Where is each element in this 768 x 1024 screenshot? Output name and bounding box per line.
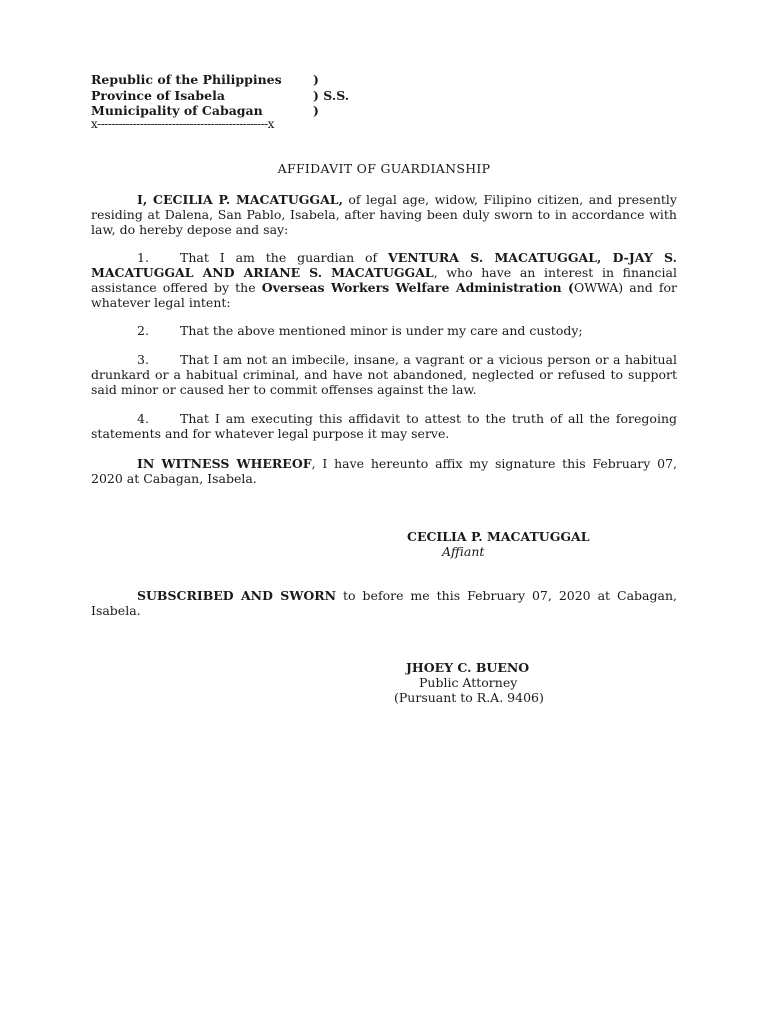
- item-1: [91, 250, 677, 310]
- attorney-title: Public Attorney: [419, 675, 518, 690]
- item-1-names: VENTURA S. MACATUGGAL, D-JAY S. MACATUGGAL AND ARIANE S. MACATUGGAL: [91, 250, 677, 280]
- venue-paren-1: ): [313, 72, 319, 87]
- venue-row-republic: [91, 72, 349, 88]
- venue-row-province: [91, 88, 349, 104]
- item-3-text: That I am not an imbecile, insane, a vagrant or a vicious person or a habitual drunkard or a habitual criminal, and have not abandoned, neglected or refused to support said minor or caused her to commit offenses against the law.: [91, 352, 677, 397]
- witness-lead: IN WITNESS WHEREOF: [137, 456, 312, 471]
- venue-republic: Republic of the Philippines: [91, 72, 282, 87]
- affiant-role: Affiant: [442, 544, 485, 559]
- attorney-name: JHOEY C. BUENO: [406, 660, 530, 675]
- item-3: [91, 352, 677, 397]
- venue-municipality: Municipality of Cabagan: [91, 103, 263, 118]
- jurat-paragraph: [91, 588, 677, 618]
- affiant-intro-name: I, CECILIA P. MACATUGGAL,: [137, 192, 343, 207]
- witness-paragraph: [91, 456, 677, 486]
- item-4: [91, 411, 677, 441]
- item-1-agency: Overseas Workers Welfare Administration (: [261, 280, 574, 295]
- venue-paren-ss: ) S.S.: [313, 87, 350, 103]
- item-1-text-b: , who have an interest in financial assistance offered by the: [91, 265, 677, 295]
- item-1-text-a: That I am the guardian of: [180, 250, 389, 265]
- item-3-number: 3.: [137, 352, 149, 367]
- venue-paren-3: ): [313, 103, 319, 118]
- item-2: [91, 323, 677, 338]
- item-1-text-c: OWWA) and for whatever legal intent:: [91, 280, 677, 310]
- item-2-text: That the above mentioned minor is under my care and custody;: [180, 323, 583, 338]
- attorney-authority: (Pursuant to R.A. 9406): [394, 690, 544, 705]
- item-4-text: That I am executing this affidavit to attest to the truth of all the foregoing statements and for whatever legal purpose it may serve.: [91, 411, 677, 441]
- venue-block: [91, 72, 349, 119]
- jurat-text: to before me this February 07, 2020 at Cabagan, Isabela.: [91, 588, 677, 618]
- venue-separator: x------------------------------------------------x: [91, 117, 274, 131]
- venue-province: Province of Isabela: [91, 87, 225, 103]
- affiant-name: CECILIA P. MACATUGGAL: [407, 529, 590, 544]
- document-title: AFFIDAVIT OF GUARDIANSHIP: [277, 161, 491, 176]
- item-4-number: 4.: [137, 411, 149, 426]
- intro-text: of legal age, widow, Filipino citizen, and presently residing at Dalena, San Pablo, Isabela, after having been duly sworn to in accordance with law, do hereby depose and say:: [91, 192, 677, 237]
- item-2-number: 2.: [137, 323, 149, 338]
- jurat-lead: SUBSCRIBED AND SWORN: [137, 588, 337, 603]
- witness-text: , I have hereunto affix my signature this February 07, 2020 at Cabagan, Isabela.: [91, 456, 677, 486]
- item-1-number: 1.: [137, 250, 149, 265]
- intro-paragraph: [91, 192, 677, 237]
